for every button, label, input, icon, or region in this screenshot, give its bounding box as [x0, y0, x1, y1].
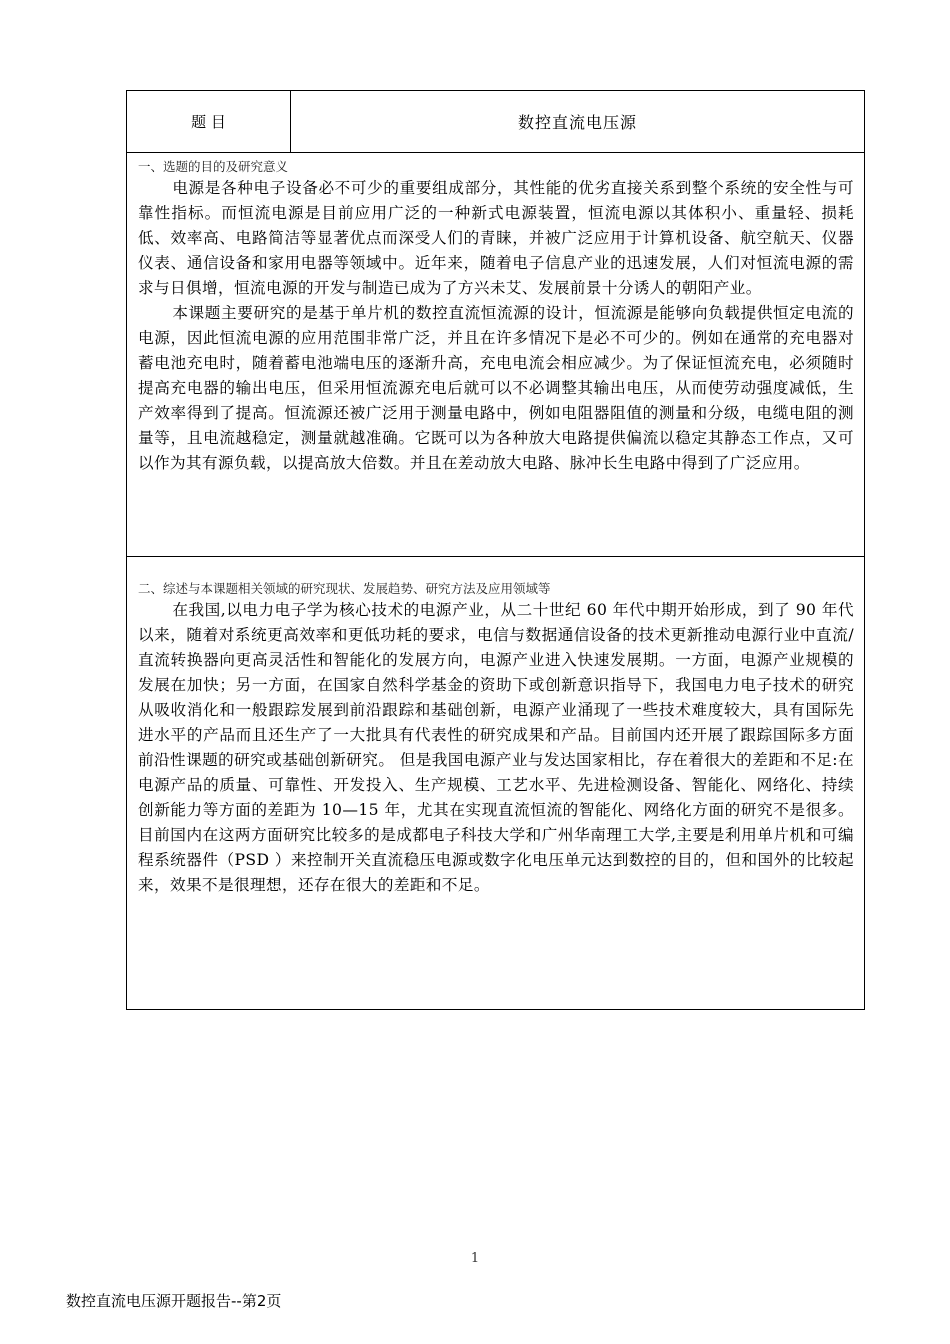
section-purpose	[127, 153, 864, 557]
footer-title: 数控直流电压源开题报告--第2页	[66, 1292, 282, 1310]
title-value: 数控直流电压源	[517, 113, 637, 132]
section-review	[127, 557, 864, 1009]
section-heading: 二、综述与本课题相关领域的研究现状、发展趋势、研究方法及应用领域等	[138, 581, 551, 596]
paragraph: 在我国,以电力电子学为核心技术的电源产业，从二十世纪 60 年代中期开始形成，到了 90 年代以来，随着对系统更高效率和更低功耗的要求，电信与数据通信设备的技术更新推动电源行业中直流/直流转换器向更高灵活性和智能化的发展方向，电源产业进入快速发展期。一方面，电源产业规模的发展在加快；另一方面，在国家自然科学基金的资助下或创新意识指导下，我国电力电子技术的研究从吸收消化和一般跟踪发展到前沿跟踪和基础创新，电源产业涌现了一些技术难度较大，具有国际先进水平的产品而且还生产了一大批具有代表性的研究成果和产品。目前国内还开展了跟踪国际多方面前沿性课题的研究或基础创新研究。 但是我国电源产业与发达国家相比，存在着很大的差距和不足:在电源产品的质量、可靠性、开发投入、生产规模、工艺水平、先进检测设备、智能化、网络化、持续创新能力等方面的差距为 10—15 年，尤其在实现直流恒流的智能化、网络化方面的研究不是很多。目前国内在这两方面研究比较多的是成都电子科技大学和广州华南理工大学,主要是利用单片机和可编程系统器件（PSD ）来控制开关直流稳压电源或数字化电压单元达到数控的目的，但和国外的比较起来，效果不是很理想，还存在很大的差距和不足。	[138, 601, 854, 894]
title-row	[127, 91, 864, 153]
paragraph: 电源是各种电子设备必不可少的重要组成部分，其性能的优劣直接关系到整个系统的安全性与可靠性指标。而恒流电源是目前应用广泛的一种新式电源装置，恒流电源以其体积小、重量轻、损耗低、效率高、电路简洁等显著优点而深受人们的青睐，并被广泛应用于计算机设备、航空航天、仪器仪表、通信设备和家用电器等领域中。近年来，随着电子信息产业的迅速发展，人们对恒流电源的需求与日俱增，恒流电源的开发与制造已成为了方兴未艾、发展前景十分诱人的朝阳产业。	[138, 179, 854, 297]
section-heading: 一、选题的目的及研究意义	[138, 159, 289, 174]
page-number: 1	[470, 1251, 480, 1266]
report-table	[126, 90, 865, 1010]
title-label: 题 目	[127, 91, 291, 152]
paragraph: 本课题主要研究的是基于单片机的数控直流恒流源的设计，恒流源是能够向负载提供恒定电流的电源，因此恒流电源的应用范围非常广泛，并且在许多情况下是必不可少的。例如在通常的充电器对蓄电池充电时，随着蓄电池端电压的逐渐升高，充电电流会相应减少。为了保证恒流充电，必须随时提高充电器的输出电压，但采用恒流源充电后就可以不必调整其输出电压，从而使劳动强度减低，生产效率得到了提高。恒流源还被广泛用于测量电路中，例如电阻器阻值的测量和分级，电缆电阻的测量等，且电流越稳定，测量就越准确。它既可以为各种放大电路提供偏流以稳定其静态工作点，又可以作为其有源负载，以提高放大倍数。并且在差动放大电路、脉冲长生电路中得到了广泛应用。	[138, 304, 854, 472]
